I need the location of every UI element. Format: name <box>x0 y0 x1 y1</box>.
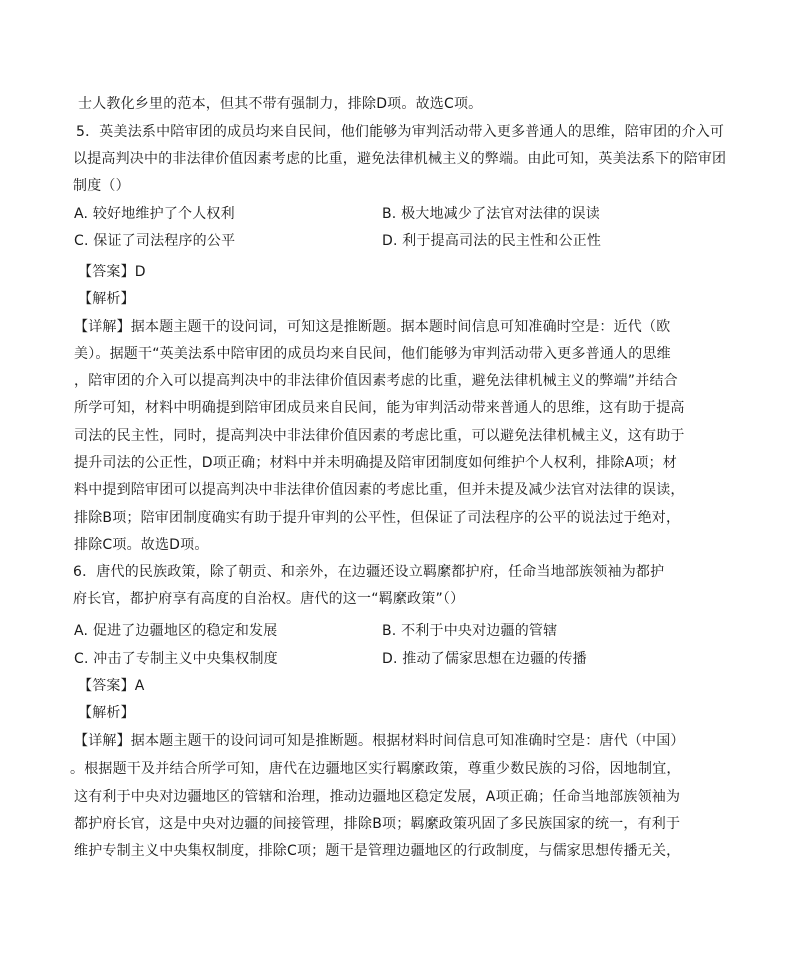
q6-detail-line-4: 都护府长官，这是中央对边疆的间接管理，排除B项；羁縻政策巩固了多民族国家的统一，有利于 <box>74 816 681 832</box>
q5-detail-line-3: ，陪审团的介入可以提高判决中的非法律价值因素考虑的比重，避免法律机械主义的弊端”并结合 <box>74 373 678 389</box>
q5-detail-line-7: 料中提到陪审团可以提高判决中非法律价值因素的考虑比重，但并未提及减少法官对法律的误读， <box>74 482 685 498</box>
q5-option-c: C. 保证了司法程序的公平 <box>74 233 236 249</box>
q5-analysis-label: 【解析】 <box>78 291 135 307</box>
q5-option-a: A. 较好地维护了个人权利 <box>74 206 235 222</box>
q5-detail-line-4: 所学可知，材料中明确提到陪审团成员来自民间，能为审判活动带来普通人的思维，这有助于提高 <box>74 400 685 416</box>
q6-option-b: B. 不利于中央对边疆的管辖 <box>382 623 558 639</box>
q5-detail-line-1: 【详解】据本题主题干的设问词，可知这是推断题。据本题时间信息可知准确时空是：近代（欧 <box>74 319 671 335</box>
q5-option-d: D. 利于提高司法的民主性和公正性 <box>382 233 602 249</box>
q6-stem-line-2: 府长官，都护府享有高度的自治权。唐代的这一“羁縻政策”（） <box>73 591 465 607</box>
q6-stem-line-1: 6．唐代的民族政策，除了朝贡、和亲外，在边疆还设立羁縻都护府，任命当地部族领袖为都护 <box>73 564 665 580</box>
q5-answer: 【答案】D <box>78 264 146 280</box>
q5-detail-line-8: 排除B项；陪审团制度确实有助于提升审判的公平性，但保证了司法程序的公平的说法过于绝对， <box>74 510 681 526</box>
q4-tail-text: 士人教化乡里的范本，但其不带有强制力，排除D项。故选C项。 <box>78 96 483 112</box>
q6-detail-line-5: 维护专制主义中央集权制度，排除C项；题干是管理边疆地区的行政制度，与儒家思想传播无关， <box>74 843 681 859</box>
q5-detail-line-6: 提升司法的公正性，D项正确；材料中并未明确提及陪审团制度如何维护个人权利，排除A项；材 <box>74 455 677 471</box>
q6-analysis-label: 【解析】 <box>78 705 135 721</box>
q6-option-d: D. 推动了儒家思想在边疆的传播 <box>382 651 587 667</box>
q6-option-c: C. 冲击了专制主义中央集权制度 <box>74 651 278 667</box>
q5-stem-line-2: 以提高判决中的非法律价值因素考虑的比重，避免法律机械主义的弊端。由此可知，英美法系下的陪审团 <box>73 151 727 167</box>
q6-detail-line-1: 【详解】据本题主题干的设问词可知是推断题。根据材料时间信息可知准确时空是：唐代（中国） <box>74 733 685 749</box>
q5-stem-line-1: 5．英美法系中陪审团的成员均来自民间，他们能够为审判活动带入更多普通人的思维，陪审团的介入可 <box>76 124 725 140</box>
q5-option-b: B. 极大地减少了法官对法律的误读 <box>382 206 600 222</box>
q5-stem-line-3: 制度（） <box>73 178 130 194</box>
q5-detail-line-9: 排除C项。故选D项。 <box>74 537 209 553</box>
q5-detail-line-5: 司法的民主性，同时，提高判决中非法律价值因素的考虑比重，可以避免法律机械主义，这有助于 <box>74 428 685 444</box>
q5-detail-line-2: 美）。据题干“英美法系中陪审团的成员均来自民间，他们能够为审判活动带入更多普通人的思维 <box>74 346 671 362</box>
q6-detail-line-2: 。根据题干及并结合所学可知，唐代在边疆地区实行羁縻政策，尊重少数民族的习俗，因地制宜， <box>70 761 681 777</box>
q6-detail-line-3: 这有利于中央对边疆地区的管辖和治理，推动边疆地区稳定发展，A项正确；任命当地部族领袖为 <box>74 789 681 805</box>
q6-option-a: A. 促进了边疆地区的稳定和发展 <box>74 623 278 639</box>
q6-answer: 【答案】A <box>78 678 145 694</box>
